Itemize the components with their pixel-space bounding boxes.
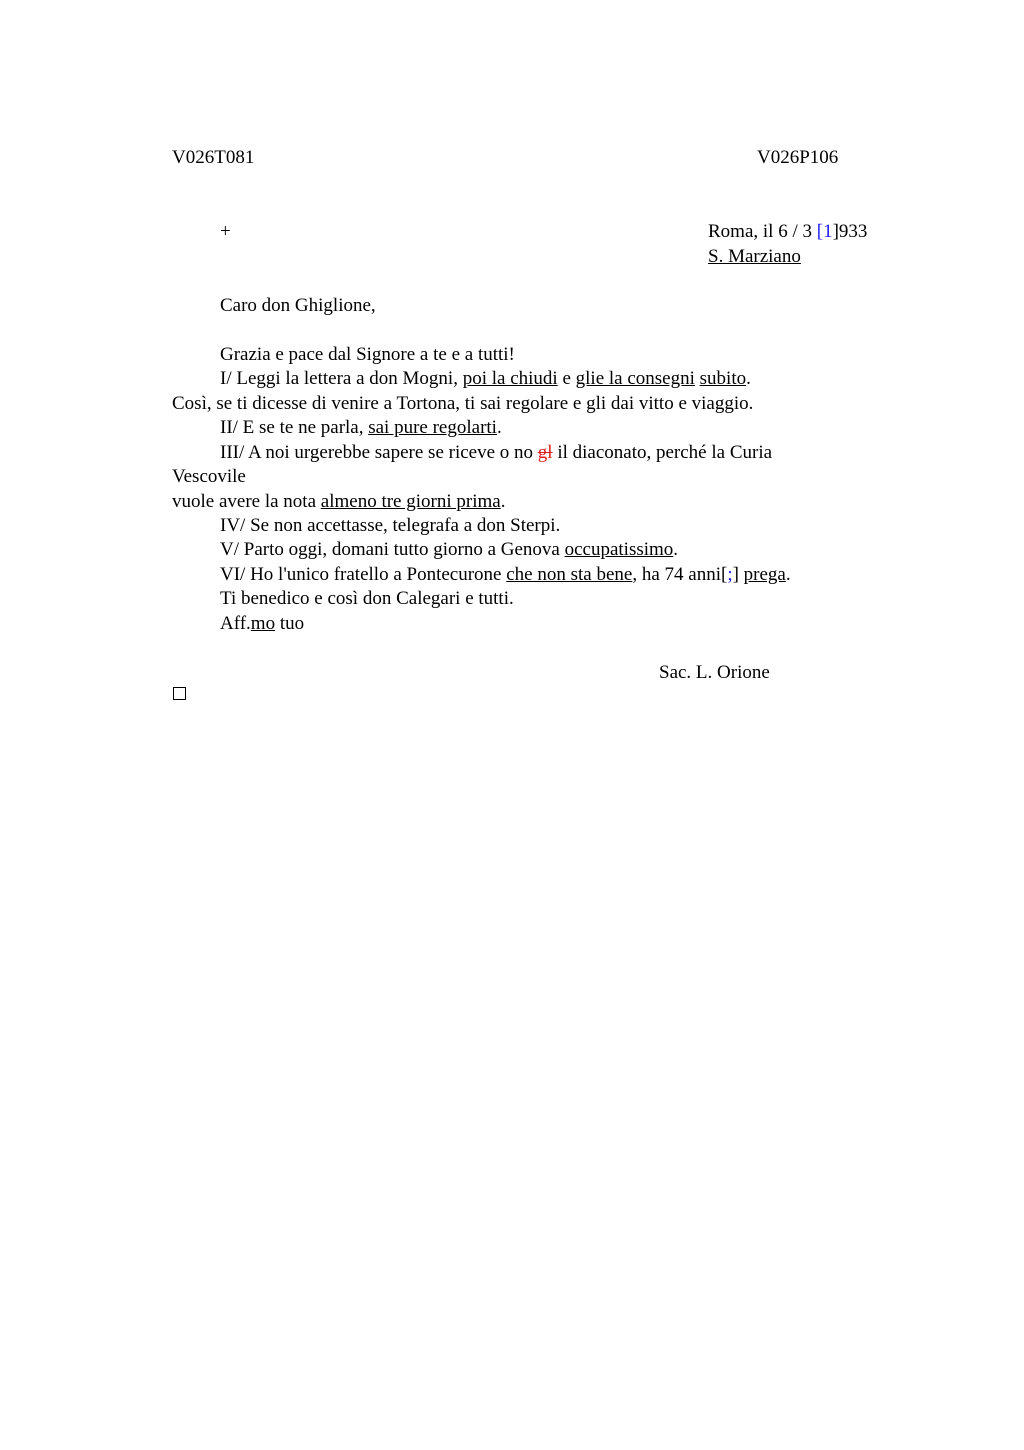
paragraph-3: III/ A noi urgerebbe sapere se riceve o no gl il diaconato, perché la Curia — [220, 442, 773, 463]
salutation: Caro don Ghiglione, — [220, 295, 376, 316]
paragraph-3-continuation-2: vuole avere la nota almeno tre giorni prima. — [172, 491, 506, 512]
paragraph-2: II/ E se te ne parla, sai pure regolarti. — [220, 417, 502, 438]
left-document-code: V026T081 — [172, 147, 255, 168]
right-document-code: V026P106 — [757, 147, 839, 168]
paragraph-6: VI/ Ho l'unico fratello a Pontecurone che non sta bene, ha 74 anni[;] prega. — [220, 564, 791, 585]
dateline-place: S. Marziano — [708, 246, 801, 267]
square-icon — [173, 687, 186, 700]
struck-text: gl — [537, 442, 553, 463]
signature: Sac. L. Orione — [659, 662, 770, 683]
greeting-line: Grazia e pace dal Signore a te e a tutti! — [220, 344, 515, 365]
dateline: Roma, il 6 / 3 [1]933 — [708, 221, 868, 242]
closing-line: Aff.mo tuo — [220, 613, 305, 634]
paragraph-5: V/ Parto oggi, domani tutto giorno a Genova occupatissimo. — [220, 539, 679, 560]
paragraph-3-continuation-1: Vescovile — [172, 466, 246, 487]
paragraph-1: I/ Leggi la lettera a don Mogni, poi la chiudi e glie la consegni subito. — [220, 368, 751, 389]
blessing-line: Ti benedico e così don Calegari e tutti. — [220, 588, 514, 609]
paragraph-4: IV/ Se non accettasse, telegrafa a don Sterpi. — [220, 515, 561, 536]
paragraph-1-continuation: Così, se ti dicesse di venire a Tortona, ti sai regolare e gli dai vitto e viaggio. — [172, 393, 754, 414]
cross-mark: + — [220, 221, 231, 242]
